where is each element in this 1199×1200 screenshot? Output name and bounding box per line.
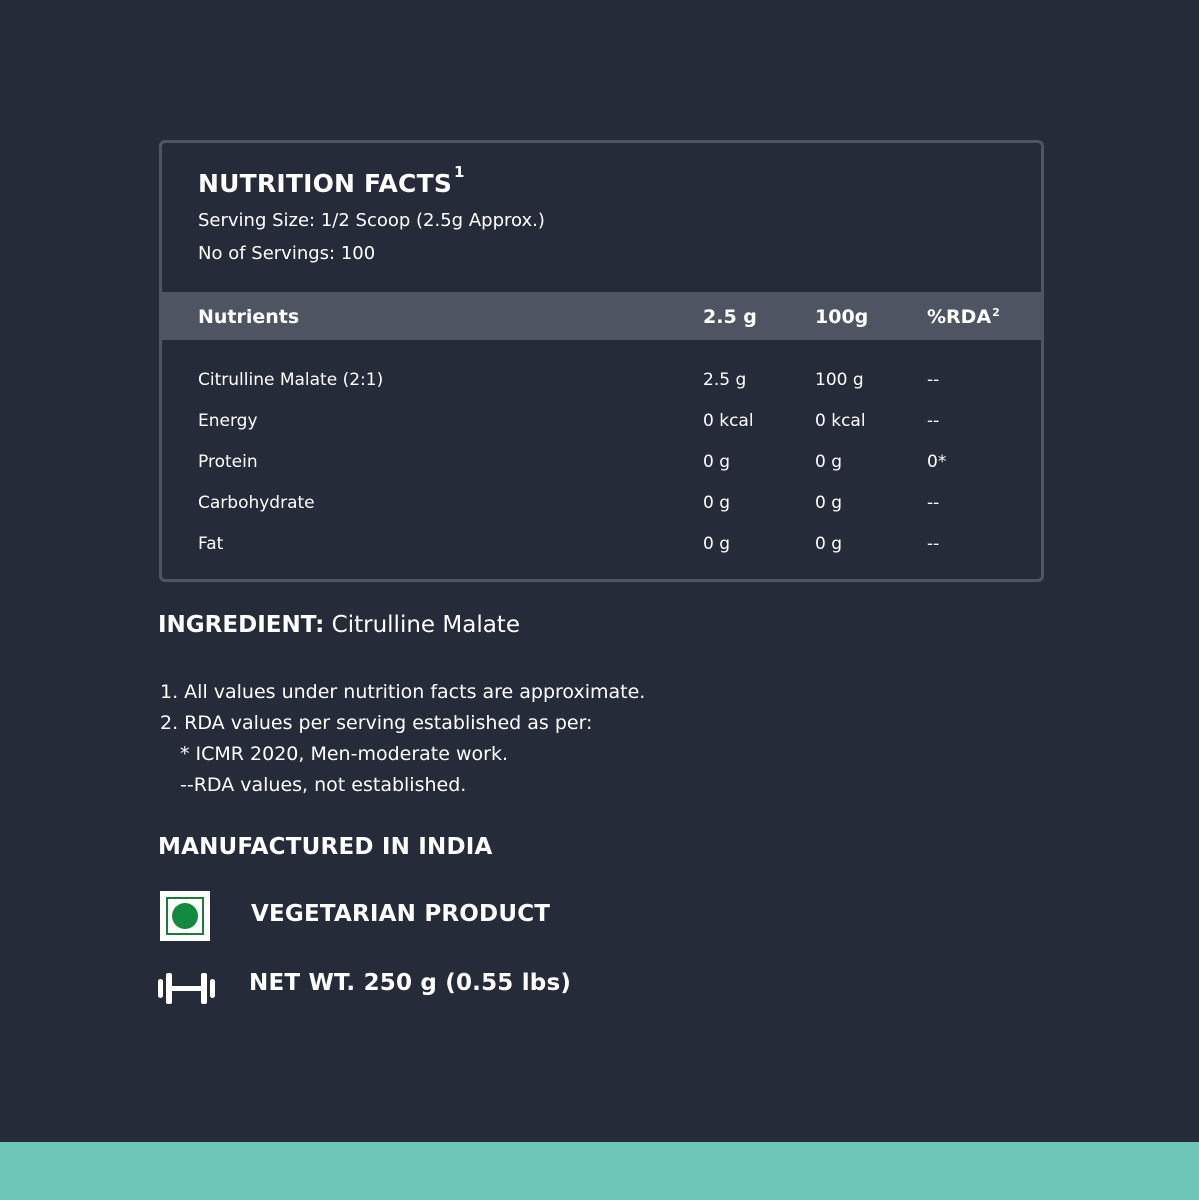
servings-count: No of Servings: 100 xyxy=(198,243,376,264)
net-weight-label: NET WT. 250 g (0.55 lbs) xyxy=(249,970,572,996)
nutrient-rda-value: -- xyxy=(927,370,940,390)
nutrient-100g-value: 100 g xyxy=(815,370,864,390)
nutrition-facts-panel xyxy=(159,140,1044,582)
table-header xyxy=(162,292,1041,340)
nutrient-serving-value: 0 g xyxy=(703,493,731,513)
table-row xyxy=(162,529,1041,559)
veg-symbol-icon xyxy=(160,891,210,941)
nutrient-100g-value: 0 g xyxy=(815,534,843,554)
header-nutrients: Nutrients xyxy=(198,306,300,328)
ingredient-label: INGREDIENT: xyxy=(158,612,325,638)
vegetarian-label: VEGETARIAN PRODUCT xyxy=(251,901,551,927)
nutrient-rda-value: 0* xyxy=(927,452,947,472)
nutrient-name: Protein xyxy=(198,452,258,472)
nutrient-rda-value: -- xyxy=(927,411,940,431)
header-serving: 2.5 g xyxy=(703,306,757,328)
footnote-rda-not-established: --RDA values, not established. xyxy=(180,774,467,796)
rda-footnote-marker: 2 xyxy=(992,306,1000,319)
nutrient-100g-value: 0 g xyxy=(815,493,843,513)
ingredient-value: Citrulline Malate xyxy=(324,612,520,638)
nutrient-rda-value: -- xyxy=(927,493,940,513)
nutrient-100g-value: 0 kcal xyxy=(815,411,866,431)
header-per-100g: 100g xyxy=(815,306,869,328)
table-row xyxy=(162,488,1041,518)
header-rda: %RDA$^2$ xyxy=(927,306,1000,328)
footnote-1: 1. All values under nutrition facts are approximate. xyxy=(160,681,646,703)
nutrient-serving-value: 0 g xyxy=(703,534,731,554)
nutrient-name: Citrulline Malate (2:1) xyxy=(198,370,384,390)
nutrient-100g-value: 0 g xyxy=(815,452,843,472)
nutrition-facts-title: NUTRITION FACTS $^1$ xyxy=(198,163,465,198)
nutrient-rda-value: -- xyxy=(927,534,940,554)
footer-band xyxy=(0,1142,1199,1200)
manufactured-in-india: MANUFACTURED IN INDIA xyxy=(158,834,493,860)
table-row xyxy=(162,365,1041,395)
nutrient-name: Energy xyxy=(198,411,258,431)
footnote-2: 2. RDA values per serving established as per: xyxy=(160,712,593,734)
veg-dot xyxy=(172,903,198,929)
serving-size: Serving Size: 1/2 Scoop (2.5g Approx.) xyxy=(198,210,545,231)
nutrient-serving-value: 0 g xyxy=(703,452,731,472)
ingredient-line xyxy=(158,612,520,638)
nutrient-serving-value: 2.5 g xyxy=(703,370,747,390)
footnote-icmr: * ICMR 2020, Men-moderate work. xyxy=(180,743,508,765)
table-row xyxy=(162,447,1041,477)
table-row xyxy=(162,406,1041,436)
nutrient-serving-value: 0 kcal xyxy=(703,411,754,431)
title-footnote-marker: 1 xyxy=(454,163,465,181)
dumbbell-icon xyxy=(158,973,215,1004)
nutrient-name: Fat xyxy=(198,534,224,554)
nutrient-name: Carbohydrate xyxy=(198,493,315,513)
